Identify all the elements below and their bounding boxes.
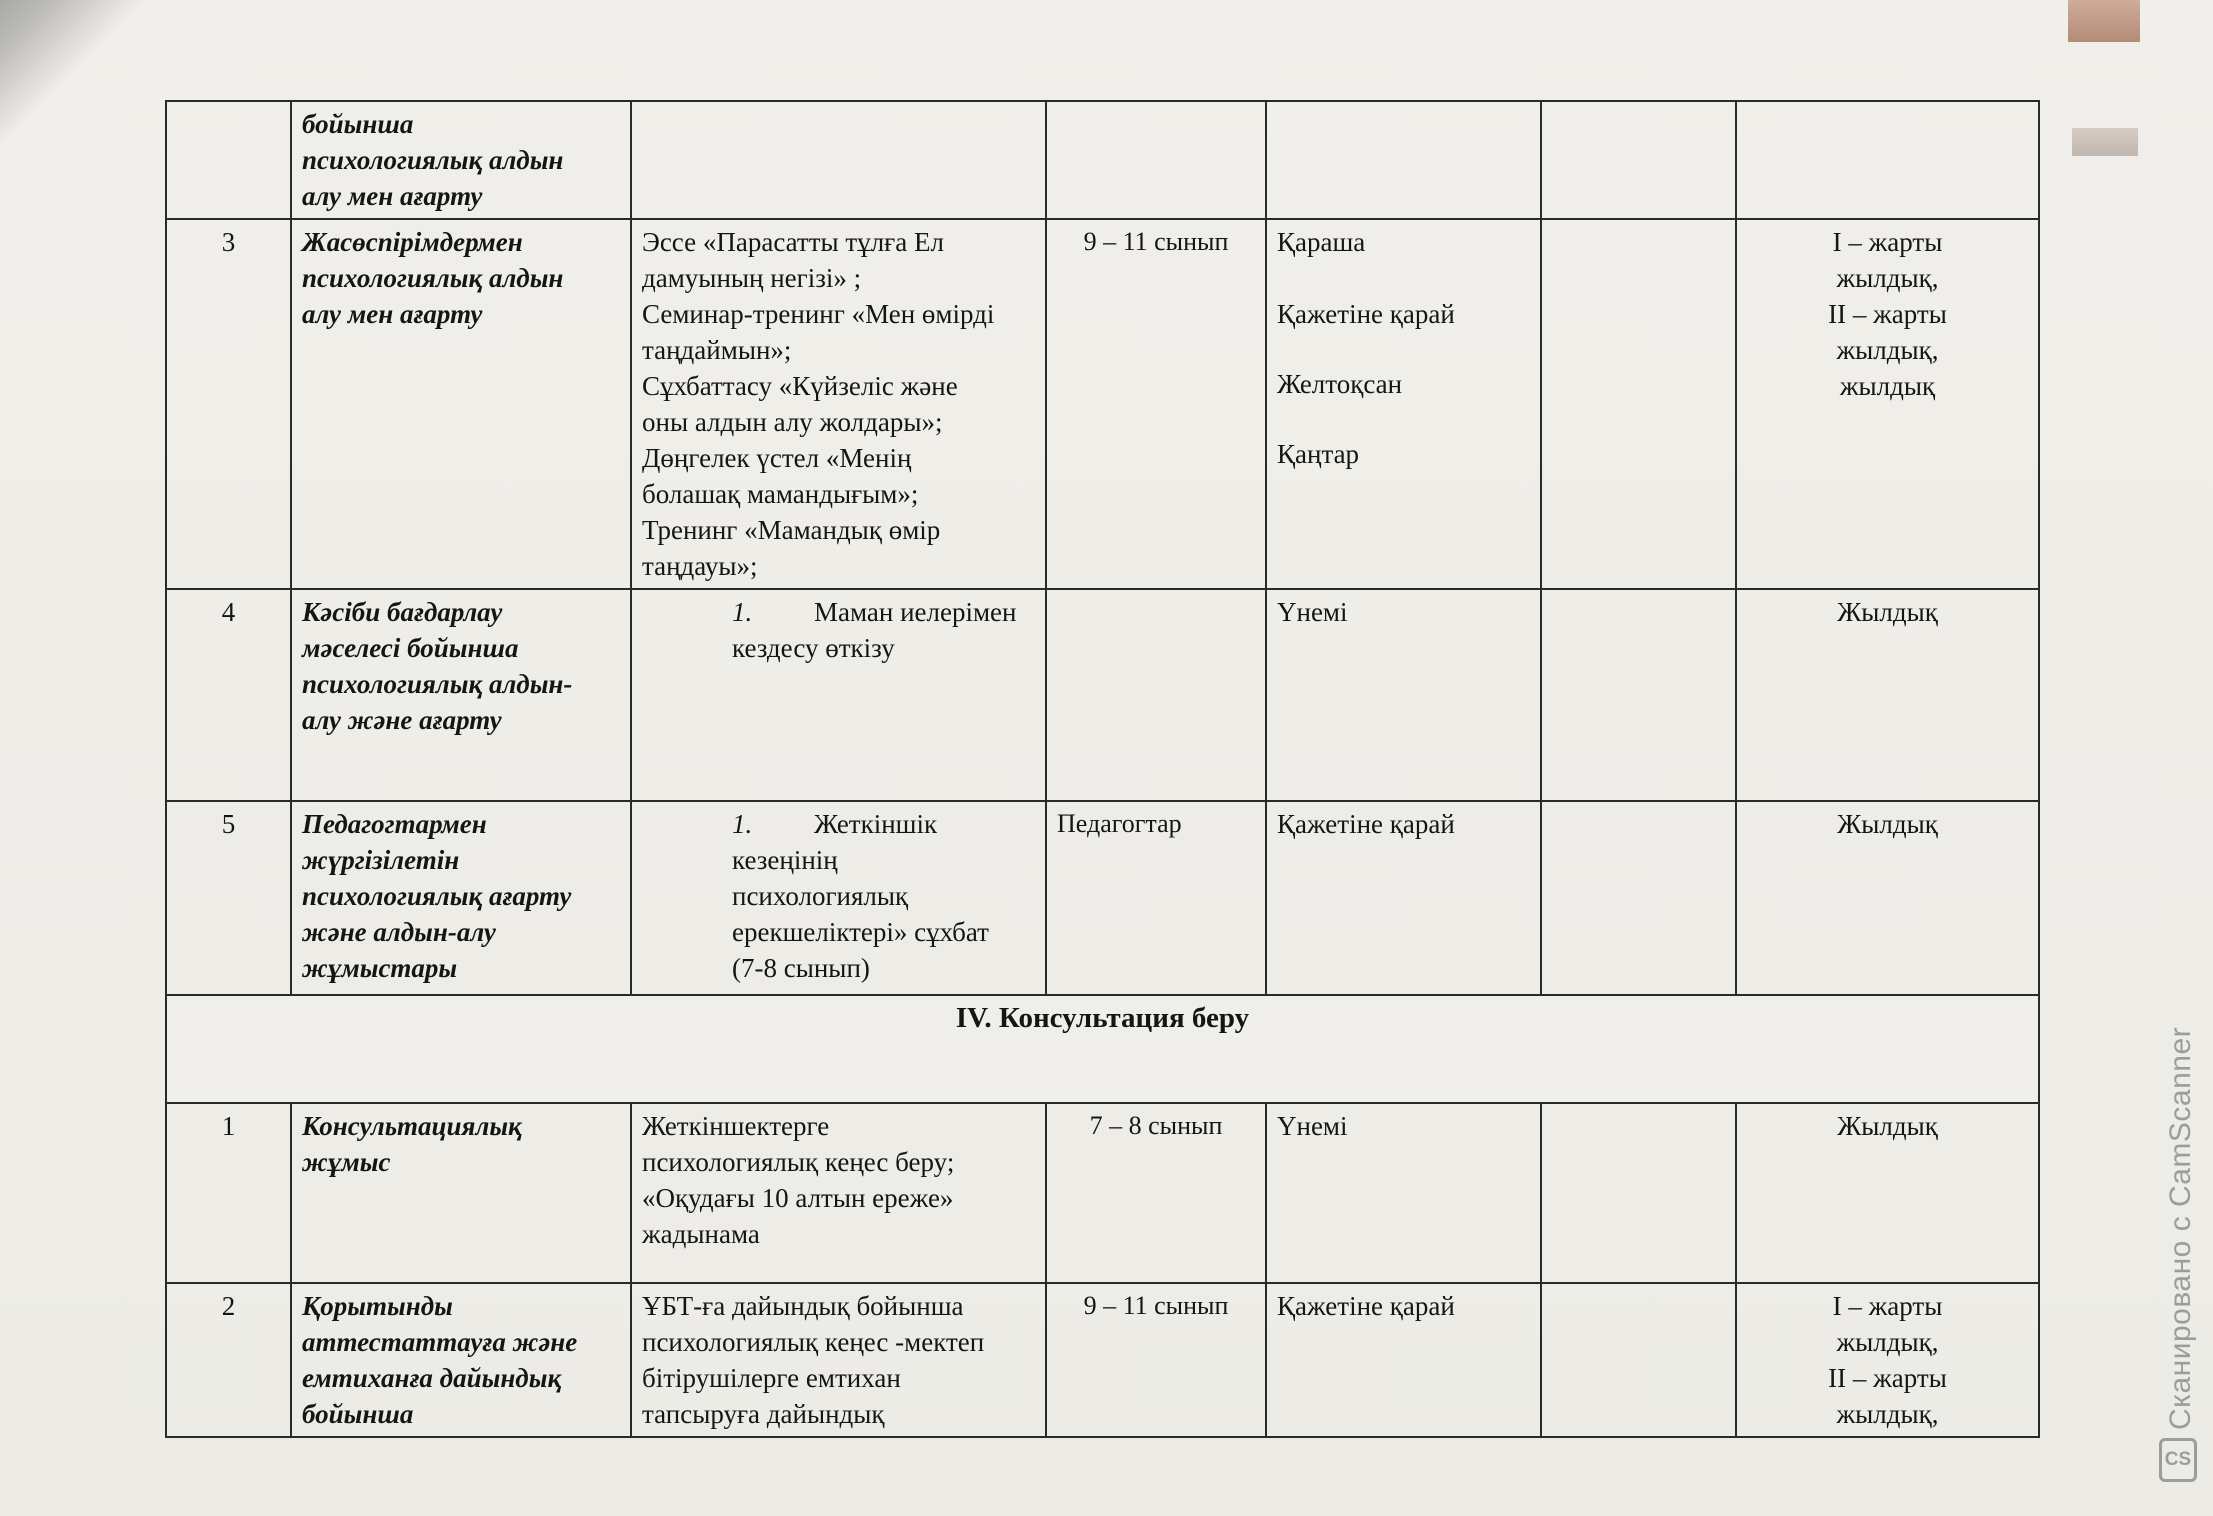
row-report: Жылдық	[1736, 801, 2039, 995]
row-number: 1	[166, 1103, 291, 1283]
edge-clip-mark	[2068, 0, 2140, 42]
table-row	[166, 801, 2039, 995]
row-responsible	[1541, 589, 1736, 801]
camscanner-logo-icon: CS	[2159, 1438, 2197, 1482]
row-topic: Консультациялық жұмыс	[291, 1103, 631, 1283]
camscanner-watermark	[2158, 968, 2198, 1508]
row-responsible	[1541, 101, 1736, 219]
row-topic: Кәсіби бағдарлау мәселесі бойынша психологиялық алдын- алу және ағарту	[291, 589, 631, 801]
row-topic: Жасөспірімдермен психологиялық алдын алу мен ағарту	[291, 219, 631, 589]
row-audience: 7 – 8 сынып	[1046, 1103, 1266, 1283]
row-period: Қараша Қажетіне қарай Желтоқсан Қаңтар	[1266, 219, 1541, 589]
row-topic: Қорытынды аттестаттауға және емтиханға дайындық бойынша	[291, 1283, 631, 1437]
row-period: Үнемі	[1266, 589, 1541, 801]
edge-tape-mark	[2072, 128, 2138, 156]
row-report: І – жарты жылдық, ІІ – жарты жылдық, жылдық	[1736, 219, 2039, 589]
row-content	[631, 101, 1046, 219]
table-row	[166, 219, 2039, 589]
row-audience	[1046, 101, 1266, 219]
row-report: Жылдық	[1736, 1103, 2039, 1283]
row-number: 2	[166, 1283, 291, 1437]
row-audience: Педагогтар	[1046, 801, 1266, 995]
row-period: Қажетіне қарай	[1266, 1283, 1541, 1437]
row-audience: 9 – 11 сынып	[1046, 1283, 1266, 1437]
row-topic: бойынша психологиялық алдын алу мен ағарту	[291, 101, 631, 219]
page-corner-shadow	[0, 0, 150, 150]
section-row	[166, 995, 2039, 1103]
row-report: І – жарты жылдық, ІІ – жарты жылдық,	[1736, 1283, 2039, 1437]
row-responsible	[1541, 1103, 1736, 1283]
row-topic: Педагогтармен жүргізілетін психологиялық ағарту және алдын-алу жұмыстары	[291, 801, 631, 995]
section-title: IV. Консультация беру	[166, 995, 2039, 1103]
table-row	[166, 1283, 2039, 1437]
row-number	[166, 101, 291, 219]
row-responsible	[1541, 219, 1736, 589]
watermark-text: Сканировано с CamScanner	[2164, 1026, 2197, 1430]
row-responsible	[1541, 801, 1736, 995]
row-content: 1. Жеткіншік кезеңінің психологиялық ерекшеліктері» сұхбат (7-8 сынып)	[631, 801, 1046, 995]
row-number: 3	[166, 219, 291, 589]
table-row	[166, 101, 2039, 219]
plan-table	[165, 100, 2040, 1438]
row-period	[1266, 101, 1541, 219]
row-content: Эссе «Парасатты тұлға Ел дамуының негізі» ; Семинар-тренинг «Мен өмірді таңдаймын»; Сұхбаттасу «Күйзеліс және оны алдын алу жолдары»; Дөңгелек үстел «Менің болашақ мамандығым»; Тренинг «Мамандық өмір таңдауы»;	[631, 219, 1046, 589]
row-audience	[1046, 589, 1266, 801]
table-row	[166, 589, 2039, 801]
table-row	[166, 1103, 2039, 1283]
row-number: 5	[166, 801, 291, 995]
row-number: 4	[166, 589, 291, 801]
row-report	[1736, 101, 2039, 219]
row-responsible	[1541, 1283, 1736, 1437]
row-content: ҰБТ-ға дайындық бойынша психологиялық кеңес -мектеп бітірушілерге емтихан тапсыруға дайындық	[631, 1283, 1046, 1437]
row-period: Қажетіне қарай	[1266, 801, 1541, 995]
row-report: Жылдық	[1736, 589, 2039, 801]
row-period: Үнемі	[1266, 1103, 1541, 1283]
row-audience: 9 – 11 сынып	[1046, 219, 1266, 589]
row-content: Жеткіншектерге психологиялық кеңес беру; «Оқудағы 10 алтын ереже» жадынама	[631, 1103, 1046, 1283]
row-content: 1. Маман иелерімен кездесу өткізу	[631, 589, 1046, 801]
